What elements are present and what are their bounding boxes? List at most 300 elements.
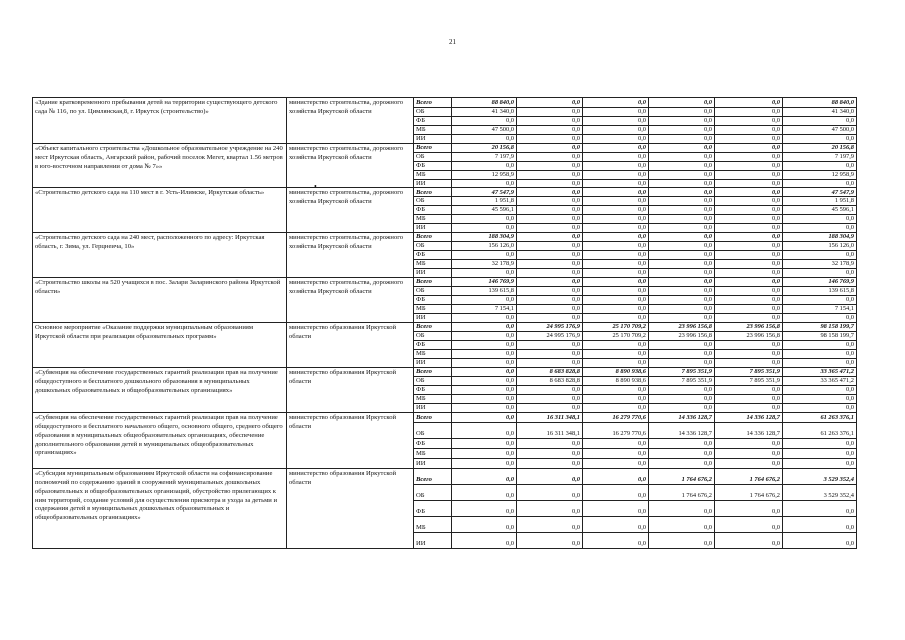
year-amount-cell: 0,0 xyxy=(517,516,583,532)
year-amount-cell: 0,0 xyxy=(517,242,583,251)
year-amount-cell: 0,0 xyxy=(649,224,715,233)
year-amount-cell: 0,0 xyxy=(649,313,715,322)
measure-description: «Строительство школы на 520 учащихся в пос. Залари Заларинского района Иркутской области» xyxy=(33,277,287,322)
year-amount-cell: 16 311 348,1 xyxy=(517,412,583,422)
funding-source: МБ xyxy=(414,448,452,458)
year-amount-cell: 0,0 xyxy=(649,269,715,278)
total-amount-cell: 33 365 471,2 xyxy=(783,367,857,376)
total-amount-cell: 156 126,0 xyxy=(783,242,857,251)
year-amount-cell: 0,0 xyxy=(715,385,783,394)
funding-source: ФБ xyxy=(414,251,452,260)
funding-source: МБ xyxy=(414,260,452,269)
year-amount-cell: 24 995 176,9 xyxy=(517,331,583,340)
funding-source: Всего xyxy=(414,322,452,331)
year-amount-cell: 0,0 xyxy=(517,340,583,349)
year-amount-cell: 0,0 xyxy=(649,125,715,134)
responsible-executor: министерство строительства, дорожного хозяйства Иркутской области xyxy=(287,277,414,322)
total-amount-cell: 0,0 xyxy=(783,251,857,260)
year-amount-cell: 0,0 xyxy=(583,251,649,260)
year-amount-cell: 0,0 xyxy=(583,188,649,197)
total-amount-cell: 0,0 xyxy=(783,394,857,403)
funding-source: МБ xyxy=(414,215,452,224)
year-amount-cell: 0,0 xyxy=(583,108,649,117)
year-amount-cell: 0,0 xyxy=(452,134,517,143)
year-amount-cell: 0,0 xyxy=(715,161,783,170)
total-amount-cell: 12 958,9 xyxy=(783,170,857,179)
year-amount-cell: 0,0 xyxy=(715,394,783,403)
year-amount-cell: 0,0 xyxy=(517,170,583,179)
funding-source: Всего xyxy=(414,367,452,376)
year-amount-cell: 0,0 xyxy=(715,116,783,125)
table-row xyxy=(33,98,857,108)
total-amount-cell: 0,0 xyxy=(783,349,857,358)
year-amount-cell: 24 995 176,9 xyxy=(517,322,583,331)
year-amount-cell: 0,0 xyxy=(715,134,783,143)
funding-source: ИИ xyxy=(414,224,452,233)
year-amount-cell: 0,0 xyxy=(452,516,517,532)
total-amount-cell: 20 156,8 xyxy=(783,143,857,152)
year-amount-cell: 0,0 xyxy=(583,500,649,516)
year-amount-cell: 0,0 xyxy=(583,242,649,251)
year-amount-cell: 0,0 xyxy=(452,500,517,516)
total-amount-cell: 0,0 xyxy=(783,403,857,412)
year-amount-cell: 0,0 xyxy=(517,251,583,260)
year-amount-cell: 14 336 128,7 xyxy=(715,412,783,422)
total-amount-cell: 139 615,8 xyxy=(783,286,857,295)
responsible-executor: министерство строительства, дорожного хозяйства Иркутской области xyxy=(287,188,414,233)
year-amount-cell: 47 500,0 xyxy=(452,125,517,134)
total-amount-cell: 1 951,8 xyxy=(783,197,857,206)
year-amount-cell: 7 895 351,9 xyxy=(649,376,715,385)
year-amount-cell: 0,0 xyxy=(583,233,649,242)
year-amount-cell: 23 996 156,8 xyxy=(649,331,715,340)
year-amount-cell: 0,0 xyxy=(649,242,715,251)
year-amount-cell: 0,0 xyxy=(649,179,715,188)
year-amount-cell: 0,0 xyxy=(715,340,783,349)
year-amount-cell: 0,0 xyxy=(452,349,517,358)
year-amount-cell: 0,0 xyxy=(715,286,783,295)
year-amount-cell: 8 683 828,8 xyxy=(517,367,583,376)
year-amount-cell: 188 304,9 xyxy=(452,233,517,242)
year-amount-cell: 0,0 xyxy=(517,233,583,242)
total-amount-cell: 188 304,9 xyxy=(783,233,857,242)
year-amount-cell: 1 764 676,2 xyxy=(715,468,783,484)
year-amount-cell: 0,0 xyxy=(583,458,649,468)
year-amount-cell: 0,0 xyxy=(715,242,783,251)
year-amount-cell: 0,0 xyxy=(649,116,715,125)
year-amount-cell: 0,0 xyxy=(649,197,715,206)
year-amount-cell: 0,0 xyxy=(452,313,517,322)
year-amount-cell: 0,0 xyxy=(649,403,715,412)
year-amount-cell: 0,0 xyxy=(452,394,517,403)
year-amount-cell: 0,0 xyxy=(649,152,715,161)
year-amount-cell: 0,0 xyxy=(583,394,649,403)
year-amount-cell: 0,0 xyxy=(649,215,715,224)
year-amount-cell: 0,0 xyxy=(452,484,517,500)
total-amount-cell: 0,0 xyxy=(783,313,857,322)
year-amount-cell: 0,0 xyxy=(715,304,783,313)
total-amount-cell: 0,0 xyxy=(783,179,857,188)
year-amount-cell: 0,0 xyxy=(517,98,583,108)
total-amount-cell: 0,0 xyxy=(783,532,857,548)
year-amount-cell: 0,0 xyxy=(649,233,715,242)
year-amount-cell: 0,0 xyxy=(452,448,517,458)
responsible-executor: министерство образования Иркутской области xyxy=(287,367,414,412)
total-amount-cell: 0,0 xyxy=(783,358,857,367)
year-amount-cell: 0,0 xyxy=(452,412,517,422)
year-amount-cell: 16 279 770,6 xyxy=(583,422,649,438)
year-amount-cell: 14 336 128,7 xyxy=(649,412,715,422)
year-amount-cell: 0,0 xyxy=(715,143,783,152)
year-amount-cell: 0,0 xyxy=(452,422,517,438)
year-amount-cell: 0,0 xyxy=(715,170,783,179)
measure-description: «Строительство детского сада на 110 мест в г. Усть-Илимске, Иркутская область» xyxy=(33,188,287,233)
total-amount-cell: 98 158 199,7 xyxy=(783,331,857,340)
year-amount-cell: 0,0 xyxy=(517,448,583,458)
funding-source: ИИ xyxy=(414,179,452,188)
funding-source: Всего xyxy=(414,277,452,286)
page-number: 21 xyxy=(449,38,456,46)
year-amount-cell: 20 156,8 xyxy=(452,143,517,152)
funding-source: Всего xyxy=(414,143,452,152)
year-amount-cell: 0,0 xyxy=(649,358,715,367)
year-amount-cell: 0,0 xyxy=(583,532,649,548)
total-amount-cell: 0,0 xyxy=(783,116,857,125)
year-amount-cell: 14 336 128,7 xyxy=(715,422,783,438)
year-amount-cell: 1 951,8 xyxy=(452,197,517,206)
year-amount-cell: 0,0 xyxy=(715,516,783,532)
year-amount-cell: 0,0 xyxy=(517,349,583,358)
funding-source: Всего xyxy=(414,412,452,422)
year-amount-cell: 0,0 xyxy=(649,260,715,269)
program-funding-table xyxy=(32,97,857,549)
year-amount-cell: 0,0 xyxy=(715,179,783,188)
year-amount-cell: 0,0 xyxy=(452,322,517,331)
responsible-executor: министерство строительства, дорожного хозяйства Иркутской области xyxy=(287,143,414,188)
year-amount-cell: 0,0 xyxy=(517,295,583,304)
funding-source: МБ xyxy=(414,349,452,358)
funding-source: ФБ xyxy=(414,438,452,448)
year-amount-cell: 0,0 xyxy=(517,134,583,143)
year-amount-cell: 0,0 xyxy=(517,394,583,403)
year-amount-cell: 0,0 xyxy=(649,143,715,152)
year-amount-cell: 0,0 xyxy=(583,340,649,349)
year-amount-cell: 0,0 xyxy=(715,458,783,468)
year-amount-cell: 0,0 xyxy=(452,331,517,340)
year-amount-cell: 23 996 156,8 xyxy=(649,322,715,331)
funding-source: ФБ xyxy=(414,385,452,394)
funding-source: ОБ xyxy=(414,331,452,340)
year-amount-cell: 0,0 xyxy=(452,251,517,260)
year-amount-cell: 0,0 xyxy=(517,161,583,170)
year-amount-cell: 0,0 xyxy=(649,134,715,143)
year-amount-cell: 16 311 348,1 xyxy=(517,422,583,438)
year-amount-cell: 8 890 938,6 xyxy=(583,367,649,376)
year-amount-cell: 0,0 xyxy=(517,313,583,322)
total-amount-cell: 61 263 376,1 xyxy=(783,422,857,438)
year-amount-cell: 0,0 xyxy=(452,179,517,188)
year-amount-cell: 0,0 xyxy=(452,161,517,170)
year-amount-cell: 0,0 xyxy=(649,277,715,286)
year-amount-cell: 0,0 xyxy=(452,438,517,448)
funding-source: Всего xyxy=(414,188,452,197)
year-amount-cell: 0,0 xyxy=(715,251,783,260)
funding-source: ФБ xyxy=(414,161,452,170)
total-amount-cell: 146 769,9 xyxy=(783,277,857,286)
year-amount-cell: 0,0 xyxy=(583,438,649,448)
year-amount-cell: 0,0 xyxy=(583,197,649,206)
funding-source: ФБ xyxy=(414,340,452,349)
year-amount-cell: 0,0 xyxy=(715,224,783,233)
total-amount-cell: 0,0 xyxy=(783,500,857,516)
year-amount-cell: 0,0 xyxy=(715,98,783,108)
year-amount-cell: 12 958,9 xyxy=(452,170,517,179)
total-amount-cell: 32 178,9 xyxy=(783,260,857,269)
year-amount-cell: 0,0 xyxy=(452,340,517,349)
year-amount-cell: 0,0 xyxy=(583,304,649,313)
funding-source: ОБ xyxy=(414,197,452,206)
year-amount-cell: 0,0 xyxy=(715,448,783,458)
year-amount-cell: 0,0 xyxy=(452,116,517,125)
stray-dot-mark: • xyxy=(314,182,317,191)
year-amount-cell: 0,0 xyxy=(583,385,649,394)
table-row xyxy=(33,233,857,242)
year-amount-cell: 0,0 xyxy=(452,215,517,224)
year-amount-cell: 0,0 xyxy=(649,170,715,179)
year-amount-cell: 0,0 xyxy=(517,179,583,188)
year-amount-cell: 0,0 xyxy=(517,277,583,286)
year-amount-cell: 47 547,9 xyxy=(452,188,517,197)
year-amount-cell: 0,0 xyxy=(583,313,649,322)
total-amount-cell: 0,0 xyxy=(783,516,857,532)
responsible-executor: министерство образования Иркутской области xyxy=(287,412,414,468)
year-amount-cell: 7 197,9 xyxy=(452,152,517,161)
year-amount-cell: 0,0 xyxy=(649,206,715,215)
year-amount-cell: 0,0 xyxy=(649,108,715,117)
year-amount-cell: 8 683 828,8 xyxy=(517,376,583,385)
year-amount-cell: 0,0 xyxy=(649,286,715,295)
year-amount-cell: 0,0 xyxy=(452,295,517,304)
year-amount-cell: 0,0 xyxy=(452,358,517,367)
funding-source: ФБ xyxy=(414,116,452,125)
funding-source: МБ xyxy=(414,170,452,179)
funding-source: ИИ xyxy=(414,313,452,322)
measure-description: «Здание кратковременного пребывания детей на территории существующего детского сада № 116, по ул. Цимлянская,8, г. Иркутск (строительство)» xyxy=(33,98,287,144)
year-amount-cell: 0,0 xyxy=(583,170,649,179)
measure-description: «Субвенция на обеспечение государственных гарантий реализации прав на получение общедоступного и бесплатного дошкольного образования в муниципальных дошкольных образовательных и общеобразовательных организациях» xyxy=(33,367,287,412)
total-amount-cell: 33 365 471,2 xyxy=(783,376,857,385)
year-amount-cell: 32 178,9 xyxy=(452,260,517,269)
year-amount-cell: 41 340,0 xyxy=(452,108,517,117)
year-amount-cell: 139 615,8 xyxy=(452,286,517,295)
year-amount-cell: 0,0 xyxy=(452,403,517,412)
year-amount-cell: 45 596,1 xyxy=(452,206,517,215)
table-row xyxy=(33,322,857,331)
year-amount-cell: 0,0 xyxy=(583,98,649,108)
year-amount-cell: 0,0 xyxy=(517,152,583,161)
year-amount-cell: 0,0 xyxy=(517,358,583,367)
year-amount-cell: 0,0 xyxy=(649,349,715,358)
year-amount-cell: 0,0 xyxy=(517,125,583,134)
year-amount-cell: 23 996 156,8 xyxy=(715,331,783,340)
year-amount-cell: 0,0 xyxy=(715,197,783,206)
year-amount-cell: 0,0 xyxy=(715,532,783,548)
total-amount-cell: 7 154,1 xyxy=(783,304,857,313)
table-row xyxy=(33,367,857,376)
year-amount-cell: 0,0 xyxy=(583,134,649,143)
total-amount-cell: 45 596,1 xyxy=(783,206,857,215)
responsible-executor: министерство строительства, дорожного хозяйства Иркутской области xyxy=(287,98,414,144)
total-amount-cell: 0,0 xyxy=(783,340,857,349)
year-amount-cell: 0,0 xyxy=(715,125,783,134)
year-amount-cell: 0,0 xyxy=(715,215,783,224)
total-amount-cell: 0,0 xyxy=(783,161,857,170)
total-amount-cell: 0,0 xyxy=(783,215,857,224)
year-amount-cell: 0,0 xyxy=(715,295,783,304)
year-amount-cell: 0,0 xyxy=(649,458,715,468)
table-row xyxy=(33,143,857,152)
funding-source: ОБ xyxy=(414,376,452,385)
year-amount-cell: 0,0 xyxy=(452,367,517,376)
year-amount-cell: 16 279 770,6 xyxy=(583,412,649,422)
total-amount-cell: 0,0 xyxy=(783,295,857,304)
year-amount-cell: 25 170 709,2 xyxy=(583,322,649,331)
year-amount-cell: 0,0 xyxy=(517,286,583,295)
year-amount-cell: 0,0 xyxy=(583,260,649,269)
year-amount-cell: 0,0 xyxy=(715,260,783,269)
year-amount-cell: 0,0 xyxy=(517,403,583,412)
year-amount-cell: 0,0 xyxy=(649,394,715,403)
funding-source: ОБ xyxy=(414,422,452,438)
year-amount-cell: 0,0 xyxy=(583,358,649,367)
funding-source: ИИ xyxy=(414,358,452,367)
year-amount-cell: 0,0 xyxy=(715,152,783,161)
year-amount-cell: 0,0 xyxy=(583,349,649,358)
year-amount-cell: 0,0 xyxy=(583,516,649,532)
table-row xyxy=(33,188,857,197)
total-amount-cell: 0,0 xyxy=(783,134,857,143)
year-amount-cell: 0,0 xyxy=(715,233,783,242)
funding-source: ФБ xyxy=(414,206,452,215)
responsible-executor: министерство образования Иркутской области xyxy=(287,468,414,548)
year-amount-cell: 0,0 xyxy=(517,532,583,548)
funding-source: МБ xyxy=(414,516,452,532)
total-amount-cell: 0,0 xyxy=(783,448,857,458)
year-amount-cell: 0,0 xyxy=(583,448,649,458)
year-amount-cell: 0,0 xyxy=(583,468,649,484)
total-amount-cell: 47 547,9 xyxy=(783,188,857,197)
year-amount-cell: 8 890 938,6 xyxy=(583,376,649,385)
year-amount-cell: 0,0 xyxy=(649,516,715,532)
year-amount-cell: 0,0 xyxy=(517,468,583,484)
total-amount-cell: 47 500,0 xyxy=(783,125,857,134)
measure-description: «Субвенция на обеспечение государственных гарантий реализации прав на получение общедоступного и бесплатного начального общего, основного общего, среднего общего образования в муниципальных общеобразовательных организациях, обеспечение дополнительного образования детей в муниципальных общеобразовательных организациях» xyxy=(33,412,287,468)
total-amount-cell: 98 158 199,7 xyxy=(783,322,857,331)
year-amount-cell: 7 154,1 xyxy=(452,304,517,313)
year-amount-cell: 0,0 xyxy=(649,304,715,313)
year-amount-cell: 156 126,0 xyxy=(452,242,517,251)
funding-source: МБ xyxy=(414,125,452,134)
year-amount-cell: 0,0 xyxy=(583,295,649,304)
year-amount-cell: 0,0 xyxy=(517,458,583,468)
year-amount-cell: 0,0 xyxy=(583,152,649,161)
year-amount-cell: 0,0 xyxy=(517,188,583,197)
funding-source: ИИ xyxy=(414,458,452,468)
year-amount-cell: 14 336 128,7 xyxy=(649,422,715,438)
funding-source: ИИ xyxy=(414,403,452,412)
year-amount-cell: 0,0 xyxy=(715,403,783,412)
year-amount-cell: 0,0 xyxy=(583,215,649,224)
year-amount-cell: 1 764 676,2 xyxy=(715,484,783,500)
year-amount-cell: 7 895 351,9 xyxy=(649,367,715,376)
table-body xyxy=(33,98,857,549)
funding-source: Всего xyxy=(414,233,452,242)
total-amount-cell: 0,0 xyxy=(783,224,857,233)
year-amount-cell: 0,0 xyxy=(649,188,715,197)
total-amount-cell: 61 263 376,1 xyxy=(783,412,857,422)
funding-source: ОБ xyxy=(414,242,452,251)
funding-source: Всего xyxy=(414,468,452,484)
year-amount-cell: 0,0 xyxy=(715,206,783,215)
year-amount-cell: 0,0 xyxy=(649,251,715,260)
funding-source: Всего xyxy=(414,98,452,108)
year-amount-cell: 0,0 xyxy=(583,224,649,233)
year-amount-cell: 0,0 xyxy=(583,125,649,134)
year-amount-cell: 0,0 xyxy=(715,277,783,286)
year-amount-cell: 0,0 xyxy=(649,295,715,304)
responsible-executor: министерство образования Иркутской области xyxy=(287,322,414,367)
total-amount-cell: 3 529 352,4 xyxy=(783,484,857,500)
table-row xyxy=(33,412,857,422)
year-amount-cell: 23 996 156,8 xyxy=(715,322,783,331)
total-amount-cell: 0,0 xyxy=(783,385,857,394)
year-amount-cell: 0,0 xyxy=(715,188,783,197)
year-amount-cell: 0,0 xyxy=(715,269,783,278)
table-row xyxy=(33,468,857,484)
year-amount-cell: 0,0 xyxy=(517,206,583,215)
year-amount-cell: 0,0 xyxy=(583,143,649,152)
year-amount-cell: 0,0 xyxy=(715,313,783,322)
year-amount-cell: 0,0 xyxy=(649,532,715,548)
year-amount-cell: 0,0 xyxy=(649,161,715,170)
total-amount-cell: 0,0 xyxy=(783,458,857,468)
funding-source: ФБ xyxy=(414,500,452,516)
year-amount-cell: 0,0 xyxy=(517,224,583,233)
year-amount-cell: 0,0 xyxy=(649,448,715,458)
year-amount-cell: 0,0 xyxy=(583,277,649,286)
table-row xyxy=(33,277,857,286)
year-amount-cell: 0,0 xyxy=(649,438,715,448)
total-amount-cell: 41 340,0 xyxy=(783,108,857,117)
year-amount-cell: 0,0 xyxy=(452,468,517,484)
year-amount-cell: 0,0 xyxy=(452,532,517,548)
year-amount-cell: 7 895 351,9 xyxy=(715,367,783,376)
year-amount-cell: 0,0 xyxy=(517,438,583,448)
total-amount-cell: 88 840,0 xyxy=(783,98,857,108)
year-amount-cell: 0,0 xyxy=(517,108,583,117)
total-amount-cell: 0,0 xyxy=(783,269,857,278)
year-amount-cell: 0,0 xyxy=(715,349,783,358)
funding-source: ИИ xyxy=(414,532,452,548)
funding-source: МБ xyxy=(414,304,452,313)
year-amount-cell: 0,0 xyxy=(517,304,583,313)
year-amount-cell: 0,0 xyxy=(715,358,783,367)
year-amount-cell: 0,0 xyxy=(649,385,715,394)
year-amount-cell: 1 764 676,2 xyxy=(649,484,715,500)
total-amount-cell: 3 529 352,4 xyxy=(783,468,857,484)
measure-description: «Строительство детского сада на 240 мест, расположенного по адресу: Иркутская область, г. Зима, ул. Герцнеича, 10» xyxy=(33,233,287,278)
year-amount-cell: 0,0 xyxy=(517,269,583,278)
